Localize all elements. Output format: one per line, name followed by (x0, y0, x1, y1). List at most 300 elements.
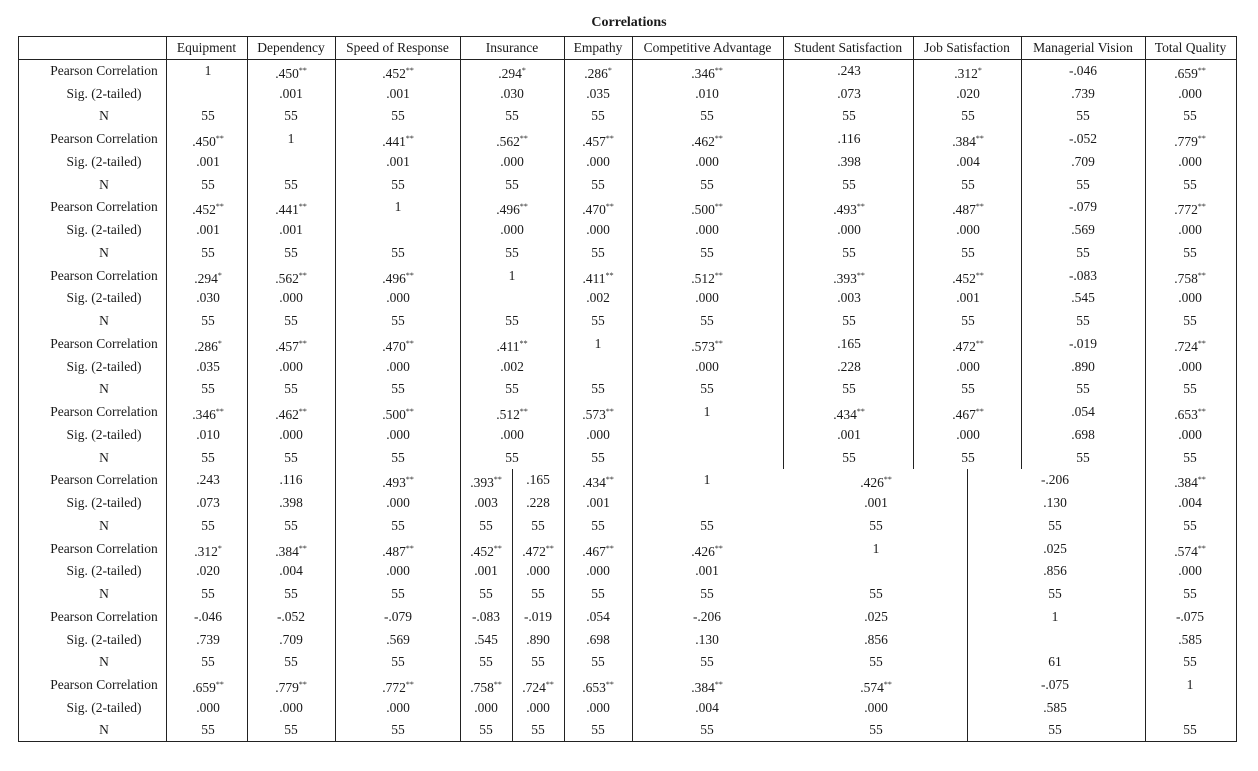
significance-mark: ** (714, 66, 723, 75)
table-cell: 55 (591, 449, 605, 465)
table-cell: 55 (1183, 517, 1197, 533)
table-cell: .000 (864, 699, 888, 715)
table-cell: 55 (1183, 586, 1197, 602)
table-cell: .025 (864, 608, 888, 624)
table-cell: .772** (1174, 202, 1206, 218)
table-cell: 55 (391, 449, 405, 465)
grid-line (1021, 60, 1022, 469)
row-label: Pearson Correlation (50, 404, 158, 420)
significance-mark: * (521, 66, 526, 75)
table-cell: .000 (695, 153, 719, 169)
table-cell: 55 (531, 517, 545, 533)
table-title: Correlations (591, 15, 667, 30)
table-cell: 55 (479, 586, 493, 602)
table-cell: 55 (591, 313, 605, 329)
table-cell: .000 (1178, 290, 1202, 306)
table-cell: .659** (192, 679, 224, 695)
significance-mark: ** (975, 270, 984, 280)
table-cell: 55 (284, 381, 298, 397)
table-cell: .002 (500, 358, 524, 374)
table-cell: .000 (386, 426, 410, 442)
table-cell: -.046 (193, 608, 223, 624)
table-cell: 55 (700, 586, 714, 602)
table-cell: .384** (275, 543, 307, 559)
table-cell: .116 (279, 472, 303, 488)
table-cell: 55 (1076, 176, 1090, 192)
significance-mark: ** (519, 407, 528, 417)
table-cell: .000 (386, 358, 410, 374)
significance-mark: ** (1197, 475, 1206, 485)
table-cell: .452** (382, 66, 414, 81)
significance-mark: ** (545, 543, 554, 553)
table-cell: 1 (1051, 608, 1059, 624)
table-cell: .000 (500, 426, 524, 442)
table-cell: .384** (1174, 475, 1206, 491)
table-cell: .426** (691, 543, 723, 559)
significance-mark: ** (856, 407, 865, 417)
table-cell: .000 (386, 563, 410, 579)
table-cell: 55 (531, 722, 545, 738)
table-cell: .709 (1071, 153, 1095, 169)
row-label: Sig. (2-tailed) (66, 290, 142, 306)
table-cell: .000 (279, 426, 303, 442)
table-cell: .000 (526, 563, 550, 579)
table-cell: 1 (703, 472, 711, 488)
table-cell: .545 (1071, 290, 1095, 306)
significance-mark: ** (405, 66, 414, 75)
significance-mark: ** (405, 134, 414, 144)
table-cell: .500** (691, 202, 723, 218)
table-cell: .562** (496, 134, 528, 150)
table-cell: .574** (1174, 543, 1206, 559)
table-cell: -.075 (1040, 676, 1070, 692)
table-cell: .130 (695, 631, 719, 647)
table-cell: 55 (531, 586, 545, 602)
significance-mark: ** (975, 338, 984, 348)
table-cell: 55 (842, 108, 856, 124)
table-cell: 55 (591, 654, 605, 670)
significance-mark: ** (856, 270, 865, 280)
table-cell: .004 (1178, 495, 1202, 511)
significance-mark: ** (298, 270, 307, 280)
significance-mark: ** (1197, 338, 1206, 348)
table-cell: 55 (1076, 313, 1090, 329)
table-cell: 55 (201, 722, 215, 738)
table-cell: .470** (582, 202, 614, 218)
table-cell: .545 (474, 631, 498, 647)
table-cell: .739 (1071, 85, 1095, 101)
row-label: N (99, 654, 109, 670)
significance-mark: ** (215, 134, 224, 144)
significance-mark: * (217, 270, 222, 280)
table-cell: 55 (201, 586, 215, 602)
row-label: N (99, 176, 109, 192)
table-cell: .000 (279, 699, 303, 715)
grid-line (913, 60, 914, 469)
table-cell: 55 (284, 176, 298, 192)
table-cell: 61 (1048, 654, 1062, 670)
row-label: N (99, 313, 109, 329)
table-cell: 55 (961, 244, 975, 260)
table-cell: .000 (386, 495, 410, 511)
table-cell: -.019 (523, 608, 553, 624)
table-cell: .000 (586, 222, 610, 238)
table-cell: 55 (479, 722, 493, 738)
table-cell: 55 (1076, 381, 1090, 397)
table-cell: .856 (864, 631, 888, 647)
table-cell: .512** (691, 270, 723, 286)
column-header: Equipment (176, 40, 237, 55)
row-label: Pearson Correlation (50, 63, 158, 78)
table-cell: .890 (1071, 358, 1095, 374)
table-cell: 55 (961, 381, 975, 397)
table-cell: .243 (196, 472, 220, 488)
significance-mark: ** (298, 202, 307, 212)
significance-mark: ** (714, 134, 723, 144)
table-cell: -.079 (383, 608, 413, 624)
table-cell: -.079 (1068, 199, 1098, 215)
table-cell: 55 (700, 313, 714, 329)
table-cell: .426** (860, 475, 892, 491)
table-cell: .450** (275, 66, 307, 81)
grid-line (1145, 469, 1146, 742)
table-cell: 55 (700, 244, 714, 260)
table-cell: 55 (842, 313, 856, 329)
table-cell: .346** (192, 407, 224, 423)
table-cell: .452** (470, 543, 502, 559)
table-cell: 55 (1183, 722, 1197, 738)
table-cell: .001 (386, 153, 410, 169)
table-cell: .001 (196, 153, 220, 169)
table-cell: .000 (695, 290, 719, 306)
table-cell: .493** (833, 202, 865, 218)
table-cell: 55 (591, 244, 605, 260)
table-cell: 55 (201, 108, 215, 124)
table-cell: .035 (586, 85, 610, 101)
row-label: N (99, 381, 109, 397)
table-cell: 55 (505, 244, 519, 260)
table-cell: .411** (582, 270, 614, 286)
table-cell: 55 (284, 313, 298, 329)
table-cell: .000 (196, 699, 220, 715)
table-cell: .020 (196, 563, 220, 579)
table-cell: .779** (1174, 134, 1206, 150)
table-cell: 55 (869, 586, 883, 602)
table-cell: .001 (279, 85, 303, 101)
column-header: Student Satisfaction (793, 40, 903, 55)
significance-mark: ** (1197, 270, 1206, 280)
table-cell: 55 (961, 313, 975, 329)
table-cell: .384** (691, 679, 723, 695)
significance-mark: * (977, 66, 982, 75)
significance-mark: ** (545, 679, 554, 689)
table-cell: .001 (279, 222, 303, 238)
table-cell: 55 (961, 108, 975, 124)
table-cell: .000 (386, 699, 410, 715)
table-cell: .493** (382, 475, 414, 491)
table-cell: 55 (201, 176, 215, 192)
table-cell: .434** (582, 475, 614, 491)
table-cell: 55 (1183, 108, 1197, 124)
table-cell: 55 (284, 244, 298, 260)
table-cell: .569 (386, 631, 410, 647)
row-label: Sig. (2-tailed) (66, 426, 142, 442)
table-cell: 55 (842, 176, 856, 192)
table-cell: 55 (505, 176, 519, 192)
table-cell: .035 (196, 358, 220, 374)
table-cell: 55 (505, 108, 519, 124)
table-cell: .585 (1043, 699, 1067, 715)
significance-mark: ** (1197, 407, 1206, 417)
table-cell: .000 (586, 699, 610, 715)
table-cell: .000 (837, 222, 861, 238)
table-cell: .000 (1178, 426, 1202, 442)
table-cell: 55 (479, 654, 493, 670)
table-cell: 55 (284, 654, 298, 670)
table-cell: .286* (194, 338, 222, 354)
row-label: N (99, 108, 109, 124)
significance-mark: ** (975, 202, 984, 212)
significance-mark: ** (605, 543, 614, 553)
table-cell: .004 (279, 563, 303, 579)
table-cell: 55 (284, 586, 298, 602)
table-cell: 55 (391, 313, 405, 329)
table-cell: .003 (474, 495, 498, 511)
table-cell: .020 (956, 85, 980, 101)
table-cell: 55 (869, 722, 883, 738)
table-cell: .659** (1174, 66, 1206, 81)
significance-mark: ** (605, 475, 614, 485)
table-cell: .000 (500, 222, 524, 238)
table-cell: .003 (837, 290, 861, 306)
significance-mark: ** (493, 543, 502, 553)
table-cell: 55 (961, 176, 975, 192)
row-label: N (99, 517, 109, 533)
table-cell: .001 (386, 85, 410, 101)
table-cell: .312* (954, 66, 982, 81)
table-cell: .000 (386, 290, 410, 306)
table-cell: .487** (382, 543, 414, 559)
significance-mark: ** (605, 202, 614, 212)
row-label: Sig. (2-tailed) (66, 85, 142, 101)
table-cell: .398 (279, 495, 303, 511)
table-cell: .000 (1178, 563, 1202, 579)
table-cell: .165 (837, 335, 861, 351)
table-cell: 55 (201, 449, 215, 465)
table-cell: 55 (1183, 381, 1197, 397)
table-cell: 55 (591, 517, 605, 533)
table-cell: 1 (508, 267, 516, 283)
table-cell: 55 (505, 313, 519, 329)
table-cell: .452** (952, 270, 984, 286)
significance-mark: ** (215, 202, 224, 212)
table-cell: .496** (496, 202, 528, 218)
row-label: Pearson Correlation (50, 199, 158, 215)
table-cell: .000 (1178, 85, 1202, 101)
table-cell: 55 (201, 381, 215, 397)
table-cell: 1 (594, 335, 602, 351)
table-cell: .573** (691, 338, 723, 354)
significance-mark: ** (1197, 66, 1206, 75)
significance-mark: * (217, 338, 222, 348)
table-cell: 55 (591, 722, 605, 738)
row-label: Sig. (2-tailed) (66, 631, 142, 647)
table-cell: .001 (586, 495, 610, 511)
table-cell: 55 (842, 244, 856, 260)
table-cell: 55 (700, 108, 714, 124)
column-header: Managerial Vision (1033, 40, 1133, 55)
table-cell: 55 (842, 381, 856, 397)
table-cell: .130 (1043, 495, 1067, 511)
table-cell: 55 (1048, 517, 1062, 533)
significance-mark: ** (298, 66, 307, 75)
significance-mark: ** (215, 679, 224, 689)
column-header: Empathy (573, 40, 623, 55)
table-cell: .000 (279, 358, 303, 374)
column-header: Speed of Response (346, 40, 449, 55)
table-cell: 55 (869, 654, 883, 670)
table-cell: 55 (591, 176, 605, 192)
table-cell: .000 (474, 699, 498, 715)
significance-mark: ** (1197, 543, 1206, 553)
row-label: N (99, 586, 109, 602)
table-cell: .467** (952, 407, 984, 423)
table-cell: -.046 (1068, 63, 1098, 78)
significance-mark: ** (975, 134, 984, 144)
table-cell: .393** (833, 270, 865, 286)
table-cell: 55 (391, 381, 405, 397)
table-cell: 55 (869, 517, 883, 533)
table-cell: .487** (952, 202, 984, 218)
table-cell: 1 (287, 131, 295, 147)
table-cell: .393** (470, 475, 502, 491)
table-cell: -.083 (471, 608, 501, 624)
row-label: Sig. (2-tailed) (66, 153, 142, 169)
table-cell: .724** (522, 679, 554, 695)
significance-mark: * (607, 66, 612, 75)
table-cell: .001 (837, 426, 861, 442)
significance-mark: ** (215, 407, 224, 417)
table-cell: .010 (695, 85, 719, 101)
table-cell: .073 (196, 495, 220, 511)
table-cell: 55 (201, 244, 215, 260)
significance-mark: ** (605, 134, 614, 144)
table-cell: .000 (1178, 358, 1202, 374)
significance-mark: ** (298, 338, 307, 348)
table-cell: 55 (391, 108, 405, 124)
table-cell: .000 (956, 222, 980, 238)
column-header: Dependency (257, 40, 325, 55)
table-cell: .000 (695, 222, 719, 238)
table-cell: .441** (382, 134, 414, 150)
column-header: Insurance (485, 40, 539, 55)
row-label: Sig. (2-tailed) (66, 563, 142, 579)
row-label: Pearson Correlation (50, 267, 158, 283)
grid-line (967, 469, 968, 742)
table-cell: .457** (275, 338, 307, 354)
table-cell: .500** (382, 407, 414, 423)
significance-mark: ** (405, 338, 414, 348)
table-cell: 1 (872, 540, 880, 556)
row-label: Sig. (2-tailed) (66, 699, 142, 715)
significance-mark: ** (714, 679, 723, 689)
table-cell: .054 (1071, 404, 1095, 420)
table-cell: 55 (700, 381, 714, 397)
table-cell: .243 (837, 63, 861, 78)
table-cell: -.075 (1175, 608, 1205, 624)
column-header: Job Satisfaction (924, 40, 1010, 55)
table-cell: 55 (1183, 654, 1197, 670)
table-cell: 55 (391, 176, 405, 192)
table-cell: .001 (474, 563, 498, 579)
table-cell: .574** (860, 679, 892, 695)
table-cell: .709 (279, 631, 303, 647)
table-cell: .411** (496, 338, 528, 354)
table-cell: .001 (956, 290, 980, 306)
table-cell: .312* (194, 543, 222, 559)
table-cell: .758** (1174, 270, 1206, 286)
grid-line (783, 60, 784, 469)
table-cell: .001 (864, 495, 888, 511)
column-header: Competitive Advantage (643, 40, 772, 55)
table-cell: 55 (505, 381, 519, 397)
table-cell: .073 (837, 85, 861, 101)
row-label: Pearson Correlation (50, 131, 158, 147)
table-cell: -.052 (1068, 131, 1098, 147)
table-cell: .890 (526, 631, 550, 647)
table-cell: -.206 (1040, 472, 1070, 488)
table-cell: .384** (952, 134, 984, 150)
row-label: Sig. (2-tailed) (66, 358, 142, 374)
table-cell: 55 (591, 586, 605, 602)
table-cell: .000 (1178, 222, 1202, 238)
table-cell: .001 (196, 222, 220, 238)
table-cell: 55 (591, 108, 605, 124)
significance-mark: ** (519, 338, 528, 348)
table-cell: .653** (1174, 407, 1206, 423)
grid-line (1145, 60, 1146, 469)
table-cell: 55 (700, 722, 714, 738)
significance-mark: ** (856, 202, 865, 212)
table-cell: .698 (586, 631, 610, 647)
table-cell: .002 (586, 290, 610, 306)
significance-mark: ** (714, 543, 723, 553)
table-cell: .562** (275, 270, 307, 286)
table-cell: .346** (691, 66, 723, 81)
table-cell: .585 (1178, 631, 1202, 647)
table-cell: 55 (505, 449, 519, 465)
significance-mark: ** (605, 679, 614, 689)
table-cell: .001 (695, 563, 719, 579)
significance-mark: ** (883, 475, 892, 485)
table-cell: 55 (700, 176, 714, 192)
table-cell: .450** (192, 134, 224, 150)
row-label: N (99, 449, 109, 465)
table-cell: .000 (586, 426, 610, 442)
table-cell: 55 (842, 449, 856, 465)
significance-mark: ** (405, 679, 414, 689)
table-cell: .000 (956, 358, 980, 374)
table-cell: 55 (391, 722, 405, 738)
table-cell: .462** (691, 134, 723, 150)
table-cell: .573** (582, 407, 614, 423)
significance-mark: ** (519, 134, 528, 144)
table-cell: .294* (498, 66, 526, 81)
table-cell: .398 (837, 153, 861, 169)
table-cell: 55 (201, 517, 215, 533)
significance-mark: ** (605, 270, 614, 280)
table-cell: 55 (1076, 244, 1090, 260)
